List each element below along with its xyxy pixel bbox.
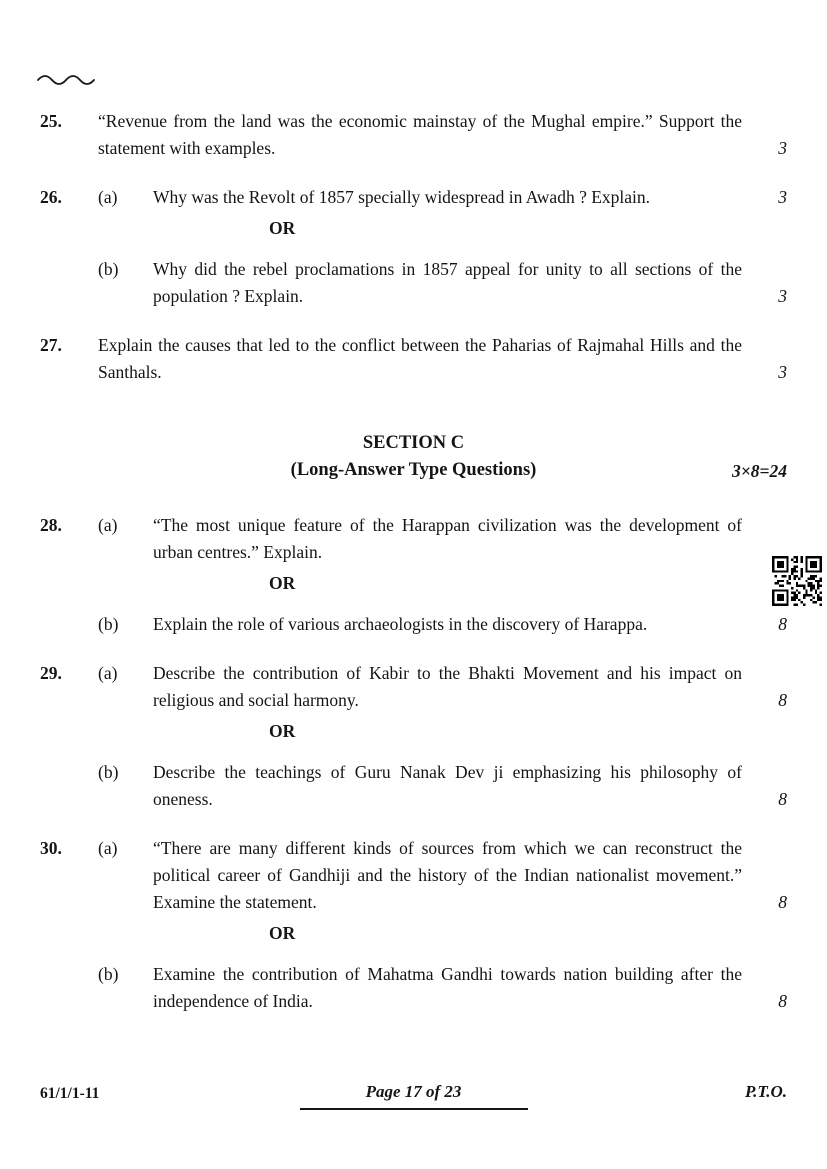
question-number: 30. bbox=[40, 838, 62, 858]
squiggle-mark bbox=[36, 70, 98, 88]
question-25 bbox=[40, 108, 787, 162]
question-text: Describe the teachings of Guru Nanak Dev ji emphasizing his philosophy of oneness. bbox=[153, 762, 742, 809]
part-label: (b) bbox=[98, 259, 119, 279]
question-30b bbox=[40, 961, 787, 1015]
question-marks: 3 bbox=[778, 362, 787, 382]
questions-area bbox=[40, 108, 787, 1037]
or-separator bbox=[40, 570, 787, 597]
or-separator bbox=[40, 215, 787, 242]
question-28a bbox=[40, 512, 787, 566]
page-number: Page 17 of 23 bbox=[365, 1082, 462, 1101]
question-29a bbox=[40, 660, 787, 714]
or-label: OR bbox=[269, 573, 296, 593]
question-text: Describe the contribution of Kabir to the Bhakti Movement and his impact on religious and social harmony. bbox=[153, 663, 742, 710]
paper-code: 61/1/1-11 bbox=[40, 1085, 100, 1102]
or-label: OR bbox=[269, 721, 296, 741]
question-marks: 3 bbox=[778, 286, 787, 306]
question-marks: 3 bbox=[778, 138, 787, 158]
question-marks: 8 bbox=[778, 991, 787, 1011]
section-marks: 3×8=24 bbox=[732, 461, 787, 481]
question-marks: 8 bbox=[778, 789, 787, 809]
question-text: “The most unique feature of the Harappan civilization was the development of urban centres.” Explain. bbox=[153, 515, 742, 562]
question-text: Explain the role of various archaeologists in the discovery of Harappa. bbox=[153, 614, 648, 634]
or-label: OR bbox=[269, 218, 296, 238]
question-marks: 3 bbox=[778, 187, 787, 207]
question-text: “Revenue from the land was the economic mainstay of the Mughal empire.” Support the statement with examples. bbox=[98, 111, 742, 158]
page-footer bbox=[40, 1082, 787, 1122]
part-label: (a) bbox=[98, 663, 118, 683]
section-subtitle-row bbox=[40, 457, 787, 484]
question-number: 28. bbox=[40, 515, 62, 535]
question-text: “There are many different kinds of sources from which we can reconstruct the political career of Gandhiji and the history of the Indian nationalist movement.” Examine the statement. bbox=[153, 838, 742, 912]
question-text: Explain the causes that led to the conflict between the Paharias of Rajmahal Hills and the Santhals. bbox=[98, 335, 742, 382]
question-26b bbox=[40, 256, 787, 310]
question-marks: 8 bbox=[778, 614, 787, 634]
question-28b bbox=[40, 611, 787, 638]
question-marks: 8 bbox=[778, 892, 787, 912]
qr-code bbox=[772, 556, 822, 606]
question-text: Why did the rebel proclamations in 1857 appeal for unity to all sections of the population ? Explain. bbox=[153, 259, 742, 306]
or-label: OR bbox=[269, 923, 296, 943]
question-number: 27. bbox=[40, 335, 62, 355]
question-text: Why was the Revolt of 1857 specially widespread in Awadh ? Explain. bbox=[153, 187, 651, 207]
part-label: (a) bbox=[98, 515, 118, 535]
question-number: 29. bbox=[40, 663, 62, 683]
question-27 bbox=[40, 332, 787, 386]
section-subtitle: (Long-Answer Type Questions) bbox=[290, 460, 537, 480]
part-label: (b) bbox=[98, 614, 119, 634]
part-label: (a) bbox=[98, 838, 118, 858]
part-label: (b) bbox=[98, 964, 119, 984]
question-text: Examine the contribution of Mahatma Gandhi towards nation building after the independence of India. bbox=[153, 964, 742, 1011]
question-29b bbox=[40, 759, 787, 813]
question-number: 25. bbox=[40, 111, 62, 131]
or-separator bbox=[40, 718, 787, 745]
question-number: 26. bbox=[40, 187, 62, 207]
question-marks: 8 bbox=[778, 690, 787, 710]
pto-label: P.T.O. bbox=[744, 1082, 787, 1101]
section-title: SECTION C bbox=[362, 433, 465, 453]
footer-underline bbox=[300, 1108, 528, 1110]
part-label: (a) bbox=[98, 187, 118, 207]
question-30a bbox=[40, 835, 787, 916]
or-separator bbox=[40, 920, 787, 947]
section-c-heading bbox=[40, 430, 787, 484]
question-26a bbox=[40, 184, 787, 211]
part-label: (b) bbox=[98, 762, 119, 782]
